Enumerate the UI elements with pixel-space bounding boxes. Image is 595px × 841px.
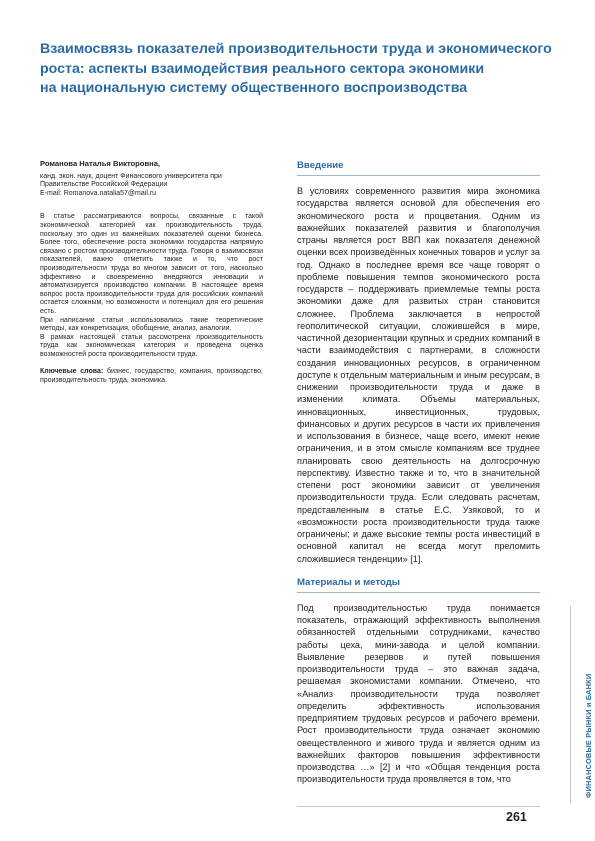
- section-text-introduction: В условиях современного развития мира экономика государства является основой для обеспечения его экономического роста и процветания. Одним из важнейших показателей развития и благополучия страны является рост ВВП как показателя денежной оценки всех произведённых конечных товаров и услуг за год. Однако в последнее время все чаще говорят о проблеме повышения темпов экономического роста государств – поддерживать приемлемые темпы роста экономики даже для развитых стран становится сложнее. Проблема заключается в непростой геополитической ситуации, сложившейся в мире, частичной дезориентации крупных и средних компаний в части взаимодействия с партнерами, в сложности создания инновационных ресурсов, в ограниченном доступе к отдельным материальным и иным ресурсам, в снижении производительности труда и даже в изменении климата. Объемы материальных, инновационных, инвестиционных, трудовых, финансовых и других ресурсов в части их привлечения и использования в бизнесе, чаще всего, имеют некие ограничения, и в этом смысле компаниям все труднее планировать свою деятельность на долгосрочную перспективу. Известно также и то, что в значительной степени рост экономики зависит от увеличения производительности труда. Если следовать расчетам, представленным в статье Е.С. Узяковой, то и «возможности роста производительности труда также ограничены; и даже высокие темпы роста инвестиций в основной капитал не всегда могут преломить сложившиеся тенденции» [1].: [297, 186, 540, 564]
- abstract-paragraph: В статье рассматриваются вопросы, связанные с такой экономической категорией как производительность труда, поскольку это один из важнейших показателей оценки бизнеса. Более того, обеспечение роста экономики государства напрямую связано с ростом производительности труда. Говоря о взаимосвязи показателей, важно отметить также и то, что рост производительности труда во многом зависит от того, насколько эффективно и своевременно внедряются инновации и автоматизируется производство компании. В настоящее время вопрос роста производительности труда для российских компаний остается сложным, но возможности и потенциал для его решения есть.: [40, 213, 263, 315]
- page-number: 261: [506, 810, 527, 824]
- article-title: [40, 40, 552, 99]
- section-text-methods: Под производительностью труда понимается показатель, отражающий эффективность выполнения обязанностей отдельными сотрудниками, качество работы цеха, мини-завода и целой компании. Выявление резервов и путей повышения производительности труда – это важная задача, решаемая экономистами компании. Отмечено, что «Анализ производительности труда позволяет определить эффективность использования предприятием трудовых ресурсов и рабочего времени. Рост производительности труда означает экономию овеществленного и живого труда и является одним из важнейших факторов повышения эффективности производства …» [2] и что «Общая тенденция роста производительности труда проявляется в том, что: [297, 602, 540, 785]
- section-heading-introduction: Введение: [297, 160, 540, 176]
- author-position: канд. экон. наук, доцент Финансового университета при: [40, 172, 222, 180]
- title-line: на национальную систему общественного воспроизводства: [40, 80, 468, 96]
- author-email: E-mail: Romanova.natalia57@mail.ru: [40, 189, 157, 197]
- abstract-paragraph: При написании статьи использовались такие теоретические методы, как конкретизация, обобщение, анализ, аналогии.: [40, 316, 263, 333]
- abstract-paragraph: В рамках настоящей статьи рассмотрена производительность труда как экономическая категория и проведена оценка возможностей роста производительности труда.: [40, 333, 263, 358]
- body-column: [297, 160, 540, 786]
- journal-side-label: ФИНАНСОВЫЕ РЫНКИ и БАНКИ: [584, 673, 593, 798]
- author-affiliation: Правительстве Российской Федерации: [40, 181, 168, 189]
- author-abstract-column: [40, 160, 263, 386]
- keywords: [40, 368, 263, 385]
- footer-rule: [297, 806, 540, 807]
- section-heading-methods: Материалы и методы: [297, 577, 540, 593]
- title-line: Взаимосвязь показателей производительности труда и экономического: [40, 41, 552, 57]
- keywords-text: бизнес, государство, компания, производство, производительность труда, экономика.: [40, 368, 263, 385]
- keywords-label: Ключевые слова:: [40, 368, 104, 376]
- title-line: роста: аспекты взаимодействия реального сектора экономики: [40, 60, 485, 77]
- author-name: Романова Наталья Викторовна,: [40, 159, 161, 168]
- abstract: [40, 213, 263, 359]
